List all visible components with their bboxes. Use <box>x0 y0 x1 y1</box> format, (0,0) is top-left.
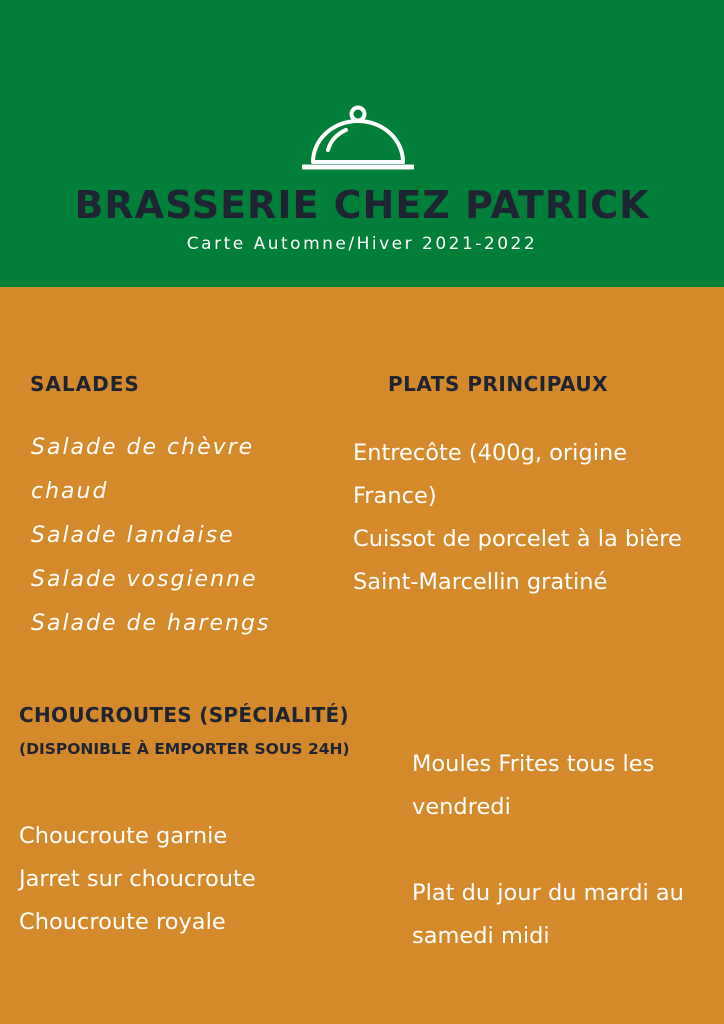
list-item: Jarret sur choucroute <box>19 866 256 892</box>
list-item: Choucroute royale <box>19 909 226 935</box>
extras-list <box>412 743 702 1001</box>
list-item: Choucroute garnie <box>19 823 228 849</box>
list-item: Salade de chèvre chaud <box>31 435 255 504</box>
menu-season: Carte Automne/Hiver 2021-2022 <box>186 234 538 254</box>
section-subtitle-choucroutes: (DISPONIBLE À EMPORTER SOUS 24H) <box>19 740 350 758</box>
list-item: Plat du jour du mardi au samedi midi <box>412 880 684 949</box>
list-item: Salade landaise <box>31 523 235 548</box>
list-item: Salade vosgienne <box>31 567 258 592</box>
list-item: Cuissot de porcelet à la bière <box>353 526 682 552</box>
section-title-choucroutes: CHOUCROUTES (SPÉCIALITÉ) <box>19 703 349 727</box>
plats-list <box>353 432 683 604</box>
choucroutes-list <box>19 815 349 944</box>
section-title-plats: PLATS PRINCIPAUX <box>388 372 609 396</box>
list-item: Moules Frites tous les vendredi <box>412 751 655 820</box>
list-item: Entrecôte (400g, origine France) <box>353 440 628 509</box>
cloche-icon <box>302 104 414 172</box>
header-banner <box>0 0 724 287</box>
list-item: Salade de harengs <box>31 611 271 636</box>
restaurant-name: BRASSERIE CHEZ PATRICK <box>74 183 650 227</box>
section-title-salades: SALADES <box>30 372 140 396</box>
salades-list <box>31 426 331 646</box>
list-item: Saint-Marcellin gratiné <box>353 569 608 595</box>
